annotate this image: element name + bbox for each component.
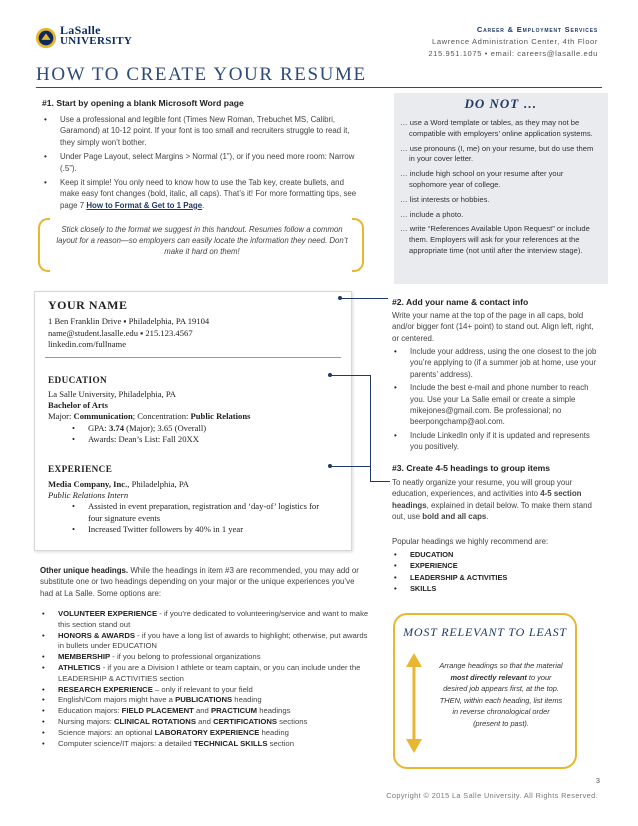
item-text: - if you have a long list of awards to highlight; otherwise, put awards in bullets under EDUCATION (58, 630, 368, 651)
item-bold: FIELD PLACEMENT (121, 706, 194, 716)
recommended-heading: • EDUCATION (392, 549, 592, 560)
step3-text-a: To neatly organize your resume, you will group your education, experiences, and activities into (392, 478, 573, 499)
step3-rec-intro: Popular headings we highly recommend are: (392, 537, 549, 546)
item-text: heading (259, 727, 289, 737)
most-relevant-title: MOST RELEVANT TO LEAST (403, 625, 567, 639)
do-not-item: … use a Word template or tables, as they may not be compatible with employers’ online application systems. (400, 118, 593, 138)
other-heading-item (40, 652, 370, 663)
resume-major (48, 411, 344, 422)
step2-heading: #2. Add your name & contact info (392, 297, 529, 307)
resume-job-title: Public Relations Intern (48, 490, 129, 501)
item-bold2: CERTIFICATIONS (213, 716, 277, 726)
format-guide-link[interactable]: How to Format & Get to 1 Page (86, 200, 203, 210)
link-end: . (202, 200, 205, 210)
resume-exp-bullet: • Increased Twitter followers by 40% in 1 year (70, 524, 320, 535)
lasalle-shield-logo (35, 26, 57, 50)
connector-headings-vertical (370, 375, 371, 482)
resume-gpa (70, 423, 344, 434)
resume-degree: Bachelor of Arts (48, 400, 108, 411)
concentration-value: Public Relations (190, 411, 251, 422)
other-heading-item (40, 706, 370, 717)
item-text: – only if relevant to your field (152, 684, 253, 694)
connector-dot (338, 296, 342, 300)
item-bold: MEMBERSHIP (58, 652, 111, 662)
title-rule (36, 87, 602, 88)
recommended-headings (392, 549, 592, 595)
rel-text-a: Arrange headings so that the material (439, 661, 563, 670)
item-bold: TECHNICAL SKILLS (193, 738, 268, 748)
resume-exp-bullets (48, 501, 320, 535)
connector-experience (330, 466, 370, 467)
step2-text: Write your name at the top of the page in all caps, bold and/or bigger font (14+ point) to stand out. Align left, right, or centered. (392, 311, 594, 343)
do-not-item: … include high school on your resume after your sophomore year of college. (400, 169, 564, 189)
item-prefix: Computer science/IT majors: a detailed (58, 738, 194, 748)
logo-line1: LaSalle (60, 23, 101, 37)
item-text: heading (232, 695, 262, 705)
item-bold: HONORS & AWARDS (58, 630, 136, 640)
step3-text (392, 477, 602, 523)
other-heading-item (40, 739, 370, 750)
item-bold2: PRACTICUM (210, 706, 258, 716)
department-address: Lawrence Administration Center, 4th Floor (432, 37, 598, 46)
company-location: , Philadelphia, PA (127, 479, 190, 489)
concentration-label: ; Concentration: (132, 411, 191, 422)
item-text: headings (257, 706, 291, 716)
resume-awards: • Awards: Dean’s List: Fall 20XX (70, 434, 344, 445)
recommended-heading: • SKILLS (392, 583, 592, 594)
step3-heading: #3. Create 4-5 headings to group items (392, 463, 551, 473)
item-bold: CLINICAL ROTATIONS (113, 716, 196, 726)
resume-contact (48, 316, 209, 351)
resume-education-heading: EDUCATION (48, 375, 108, 385)
gpa-label: GPA: (88, 422, 109, 433)
step3-text-b: , explained in detail below. To make them stand out, use (392, 500, 592, 522)
other-heading-item (40, 685, 370, 696)
item-text: - if you are a Division I athlete or team captain, or you can include under the LEADERSHIP & ACTIVITIES section (58, 662, 361, 683)
note-bracket-right (352, 218, 364, 272)
item-text: - if you belong to professional organizations (110, 652, 261, 662)
step2-list (392, 346, 604, 453)
other-heading-item (40, 695, 370, 706)
step2-bullet: • Include your address, using the one closest to the job you’re applying to (if a summer job at home, use your parents’ address). (392, 346, 604, 380)
department-name: Career & Employment Services (476, 25, 598, 34)
step3-text-c: . (486, 512, 489, 522)
recommended-heading: • LEADERSHIP & ACTIVITIES (392, 572, 592, 583)
connector-step3 (370, 481, 390, 482)
item-bold: ATHLETICS (58, 662, 101, 672)
other-lead: Other unique headings. (40, 566, 129, 575)
company-name: Media Company, Inc. (48, 479, 128, 489)
resume-school: La Salle University, Philadelphia, PA (48, 389, 177, 399)
do-not-item: … include a photo. (400, 209, 464, 219)
resume-exp-bullet: • Assisted in event preparation, registration and ‘day-of’ logistics for four signature events (70, 501, 320, 523)
most-relevant-text (438, 660, 564, 729)
major-label: Major: (48, 411, 74, 422)
resume-address: 1 Ben Franklin Drive ▪ Philadelphia, PA 19104 (48, 316, 210, 326)
university-logo-text (60, 25, 132, 47)
resume-name: YOUR NAME (48, 298, 128, 312)
step1-bullet-text: Keep it simple! You only need to know how to use the Tab key, create bullets, and make easy font changes (bold, italic, all caps). That’s it! For more formatting tips, see page 7 (60, 178, 357, 210)
other-intro-text: While the headings in item #3 are recommended, you may add or substitute one or two headings depending on your major or the unique experiences you’ve had at La Salle. Some options are: (40, 566, 359, 598)
resume-email-phone: name@student.lasalle.edu ▪ 215.123.4567 (48, 327, 193, 338)
resume-education-block (48, 389, 344, 445)
step3-text-bold2: bold and all caps (422, 512, 487, 522)
item-prefix: Science majors: an optional (58, 727, 155, 737)
step1-bullet: • Under Page Layout, select Margins > Normal (1”), or if you need more room: Narrow (.5”). (42, 151, 360, 174)
other-headings-intro (40, 565, 362, 599)
item-text: section (267, 738, 294, 748)
connector-name (340, 298, 388, 299)
connector-dot (328, 373, 332, 377)
page-title: HOW TO CREATE YOUR RESUME (36, 64, 367, 85)
department-contact: 215.951.1075 • email: careers@lasalle.edu (428, 49, 598, 58)
rel-text-bold: most directly relevant (450, 672, 527, 682)
item-bold: VOLUNTEER EXPERIENCE (58, 609, 158, 618)
copyright-footer: Copyright © 2015 La Salle University. All Rights Reserved. (386, 791, 598, 800)
connector-education (330, 375, 370, 376)
resume-divider (45, 357, 341, 358)
do-not-item: … use pronouns (I, me) on your resume, but do use them in your cover letter. (400, 143, 594, 164)
step2-bullet: • Include LinkedIn only if it is updated and represents you positively. (392, 430, 604, 453)
sample-resume (34, 291, 352, 551)
format-note: Stick closely to the format we suggest in this handout. Resumes follow a common layout for a reason—so employers can easily locate the information they need. Don’t make it hard on them! (56, 225, 348, 256)
item-mid: and (193, 706, 211, 716)
major-value: Communication (73, 411, 133, 422)
note-bracket-left (38, 218, 50, 272)
page-number: 3 (595, 776, 600, 785)
resume-company (48, 479, 344, 490)
connector-dot (328, 464, 332, 468)
up-down-arrow-icon (404, 652, 424, 754)
other-headings-list (40, 609, 370, 749)
department-contact-block (428, 24, 598, 60)
other-heading-item (40, 663, 370, 685)
logo-line2: UNIVERSITY (60, 35, 133, 47)
step1-list (42, 114, 360, 211)
gpa-major: 3.74 (108, 422, 124, 433)
resume-linkedin: linkedin.com/fullname (48, 339, 127, 350)
other-heading-item (40, 717, 370, 728)
step3-text-bold: 4-5 section headings (392, 489, 582, 510)
item-bold: PUBLICATIONS (175, 695, 233, 705)
item-text: - if you’re dedicated to volunteering/service and want to make this section stand out (58, 609, 369, 629)
other-heading-item (40, 631, 370, 653)
other-heading-item (40, 728, 370, 739)
resume-edu-bullets (48, 423, 344, 445)
other-heading-item (40, 609, 370, 631)
resume-experience-heading: EXPERIENCE (48, 464, 113, 474)
step1-bullet (42, 177, 360, 211)
item-prefix: Nursing majors: (58, 716, 114, 726)
gpa-rest: (Major); 3.65 (Overall) (124, 422, 207, 433)
item-bold: LABORATORY EXPERIENCE (154, 727, 260, 737)
item-text: sections (277, 716, 308, 726)
item-prefix: Education majors: (58, 706, 122, 716)
resume-experience-block (48, 479, 344, 535)
do-not-item: … write “References Available Upon Request” or include them. Employers will ask for your references at the appropriate time (not until after the interview stage). (400, 224, 590, 255)
step2-bullet: • Include the best e-mail and phone number to reach you. Use your La Salle email or create a simple mikejones@gmail.com. Be professional; no beerpongchamp@aol.com. (392, 382, 604, 428)
recommended-heading: • EXPERIENCE (392, 560, 592, 571)
item-mid: and (195, 716, 214, 726)
do-not-item: … list interests or hobbies. (400, 194, 490, 204)
item-prefix: English/Com majors might have a (58, 695, 176, 705)
do-not-list (400, 118, 600, 261)
do-not-title: DO NOT … (464, 96, 538, 111)
rel-text-b: to your desired job appears first, at the top. THEN, within each heading, list items in reverse chronological order (present to past). (439, 672, 563, 728)
item-bold: RESEARCH EXPERIENCE (58, 684, 153, 694)
step1-heading: #1. Start by opening a blank Microsoft Word page (42, 98, 244, 108)
step1-bullet: • Use a professional and legible font (Times New Roman, Trebuchet MS, Calibri, Garamond) at 10-12 point. If your font is too small and recruiters struggle to read it, they simply won’t bother. (42, 114, 360, 148)
